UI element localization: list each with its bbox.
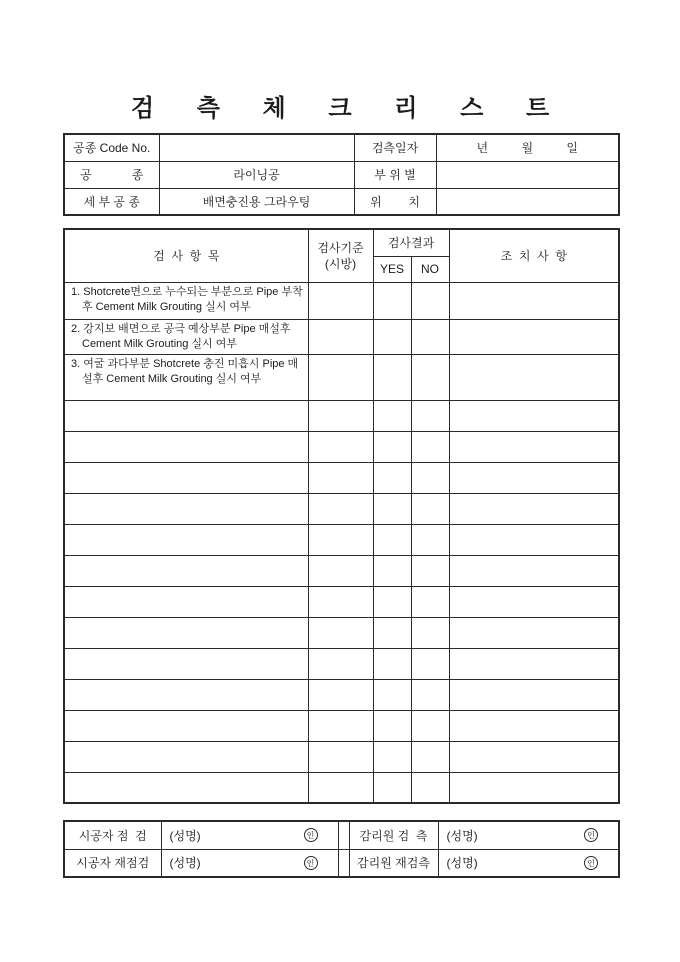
checklist-item-row	[64, 354, 619, 400]
checklist-item-row	[64, 319, 619, 354]
standard-cell	[308, 710, 373, 741]
checklist-empty-row	[64, 462, 619, 493]
contractor-recheck-label: 시공자 재점검	[64, 849, 161, 877]
checklist-empty-row	[64, 617, 619, 648]
action-cell	[449, 354, 619, 400]
contractor-recheck-name-cell	[161, 849, 338, 877]
action-cell	[449, 493, 619, 524]
spacer-cell	[338, 821, 349, 849]
info-row	[64, 188, 619, 215]
detail-work-label: 세 부 공 종	[64, 188, 159, 215]
item-cell	[64, 400, 308, 431]
checklist-empty-row	[64, 431, 619, 462]
standard-cell	[308, 648, 373, 679]
standard-cell	[308, 354, 373, 400]
inspection-standard-header	[308, 229, 373, 282]
info-row	[64, 134, 619, 161]
no-header: NO	[411, 256, 449, 282]
seal-icon: 인	[304, 856, 318, 870]
yes-cell	[373, 524, 411, 555]
inspection-standard-line1: 검사기준	[317, 240, 364, 255]
contractor-check-name-cell	[161, 821, 338, 849]
inspection-date-label: 검측일자	[354, 134, 436, 161]
work-type-label: 공 종	[64, 161, 159, 188]
yes-cell	[373, 555, 411, 586]
item-cell	[64, 431, 308, 462]
work-type-value: 라이닝공	[159, 161, 354, 188]
action-cell	[449, 617, 619, 648]
page-title: 검 측 체 크 리 스 트	[130, 95, 568, 122]
inspection-result-header: 검사결과	[373, 229, 449, 256]
work-code-value	[159, 134, 354, 161]
item-cell	[64, 524, 308, 555]
yes-cell	[373, 710, 411, 741]
checklist-table	[63, 228, 620, 804]
standard-cell	[308, 400, 373, 431]
no-cell	[411, 431, 449, 462]
yes-cell	[373, 617, 411, 648]
item-cell	[64, 648, 308, 679]
no-cell	[411, 648, 449, 679]
standard-cell	[308, 282, 373, 319]
no-cell	[411, 679, 449, 710]
yes-header: YES	[373, 256, 411, 282]
supervisor-reinspect-label: 감리원 재검측	[349, 849, 438, 877]
checklist-empty-row	[64, 524, 619, 555]
location-value	[436, 188, 619, 215]
yes-cell	[373, 282, 411, 319]
action-cell	[449, 524, 619, 555]
yes-cell	[373, 648, 411, 679]
name-label: (성명)	[169, 828, 201, 843]
spacer-cell	[338, 849, 349, 877]
item-cell	[64, 493, 308, 524]
item-cell	[64, 586, 308, 617]
checklist-empty-row	[64, 555, 619, 586]
action-items-header: 조 치 사 항	[449, 229, 619, 282]
no-cell	[411, 617, 449, 648]
action-cell	[449, 555, 619, 586]
seal-icon: 인	[584, 828, 598, 842]
action-cell	[449, 710, 619, 741]
action-cell	[449, 679, 619, 710]
standard-cell	[308, 741, 373, 772]
checklist-item-row	[64, 282, 619, 319]
yes-cell	[373, 319, 411, 354]
checklist-body	[64, 282, 619, 803]
checklist-empty-row	[64, 493, 619, 524]
no-cell	[411, 462, 449, 493]
yes-cell	[373, 772, 411, 803]
yes-cell	[373, 431, 411, 462]
action-cell	[449, 282, 619, 319]
standard-cell	[308, 617, 373, 648]
signature-table	[63, 820, 620, 878]
item-cell	[64, 617, 308, 648]
checklist-item-text: 3. 여굴 과다부분 Shotcrete 충진 미흡시 Pipe 매설후 Cement Milk Grouting 실시 여부	[64, 354, 308, 400]
checklist-empty-row	[64, 679, 619, 710]
info-table	[63, 133, 620, 216]
yes-cell	[373, 586, 411, 617]
standard-cell	[308, 431, 373, 462]
checklist-item-text: 1. Shotcrete면으로 누수되는 부분으로 Pipe 부착후 Cement Milk Grouting 실시 여부	[64, 282, 308, 319]
action-cell	[449, 586, 619, 617]
no-cell	[411, 354, 449, 400]
yes-cell	[373, 354, 411, 400]
yes-cell	[373, 679, 411, 710]
standard-cell	[308, 679, 373, 710]
standard-cell	[308, 524, 373, 555]
checklist-empty-row	[64, 772, 619, 803]
no-cell	[411, 586, 449, 617]
checklist-header-row-1	[64, 229, 619, 256]
checklist-header	[64, 229, 619, 282]
action-cell	[449, 400, 619, 431]
inspection-standard-line2: (시방)	[324, 256, 357, 271]
action-cell	[449, 462, 619, 493]
contractor-check-label: 시공자 점 검	[64, 821, 161, 849]
checklist-item-text: 2. 강지보 배면으로 공극 예상부분 Pipe 매설후 Cement Milk Grouting 실시 여부	[64, 319, 308, 354]
no-cell	[411, 555, 449, 586]
seal-icon: 인	[584, 856, 598, 870]
standard-cell	[308, 493, 373, 524]
name-label: (성명)	[446, 828, 478, 843]
inspection-items-header: 검 사 항 목	[64, 229, 308, 282]
checklist-empty-row	[64, 710, 619, 741]
info-row	[64, 161, 619, 188]
supervisor-inspect-name-cell	[438, 821, 619, 849]
item-cell	[64, 679, 308, 710]
standard-cell	[308, 462, 373, 493]
item-cell	[64, 555, 308, 586]
action-cell	[449, 319, 619, 354]
action-cell	[449, 431, 619, 462]
no-cell	[411, 282, 449, 319]
name-label: (성명)	[446, 856, 478, 871]
checklist-empty-row	[64, 400, 619, 431]
action-cell	[449, 648, 619, 679]
inspection-date-value: 년 월 일	[436, 134, 619, 161]
supervisor-inspect-label: 감리원 검 측	[349, 821, 438, 849]
standard-cell	[308, 555, 373, 586]
no-cell	[411, 710, 449, 741]
item-cell	[64, 710, 308, 741]
checklist-empty-row	[64, 586, 619, 617]
detail-work-value: 배면충진용 그라우팅	[159, 188, 354, 215]
seal-icon: 인	[304, 828, 318, 842]
action-cell	[449, 772, 619, 803]
no-cell	[411, 319, 449, 354]
no-cell	[411, 524, 449, 555]
name-label: (성명)	[169, 856, 201, 871]
action-cell	[449, 741, 619, 772]
yes-cell	[373, 741, 411, 772]
no-cell	[411, 772, 449, 803]
supervisor-reinspect-name-cell	[438, 849, 619, 877]
no-cell	[411, 400, 449, 431]
yes-cell	[373, 400, 411, 431]
checklist-empty-row	[64, 648, 619, 679]
signature-row	[64, 821, 619, 849]
item-cell	[64, 772, 308, 803]
part-label: 부 위 별	[354, 161, 436, 188]
item-cell	[64, 462, 308, 493]
yes-cell	[373, 462, 411, 493]
standard-cell	[308, 586, 373, 617]
part-value	[436, 161, 619, 188]
checklist-empty-row	[64, 741, 619, 772]
standard-cell	[308, 319, 373, 354]
standard-cell	[308, 772, 373, 803]
no-cell	[411, 493, 449, 524]
no-cell	[411, 741, 449, 772]
location-label: 위 치	[354, 188, 436, 215]
signature-row	[64, 849, 619, 877]
item-cell	[64, 741, 308, 772]
yes-cell	[373, 493, 411, 524]
work-code-label: 공종 Code No.	[64, 134, 159, 161]
